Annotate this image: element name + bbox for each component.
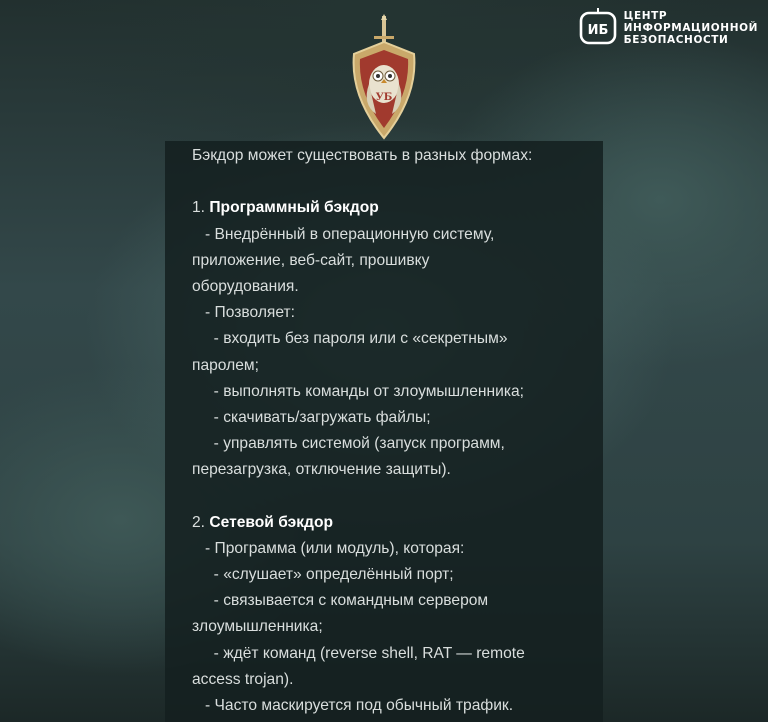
section-1-line: - Позволяет: — [192, 304, 295, 322]
section-2-title: Сетевой бэкдор — [209, 513, 333, 531]
content-panel — [165, 141, 603, 722]
section-1-line: - управлять системой (запуск программ, — [192, 435, 505, 453]
emblem-letters-bottom: К — [379, 104, 389, 114]
logo-mark-text: ИБ — [587, 23, 609, 38]
section-2-heading — [192, 510, 603, 536]
logo-text — [624, 10, 758, 46]
section-2-line: - связывается с командным сервером — [192, 592, 489, 610]
section-1-line: - входить без пароля или с «секретным» — [192, 330, 508, 348]
logo-line-2: ИНФОРМАЦИОННОЙ — [623, 22, 758, 34]
spacer — [192, 483, 603, 509]
section-2-line: - Часто маскируется под обычный трафик. — [192, 696, 514, 714]
section-1-line: - Внедрённый в операционную систему, — [192, 225, 495, 243]
shield-emblem-icon — [344, 14, 424, 144]
section-2-line: - «слушает» определённый порт; — [192, 566, 454, 583]
spacer — [192, 169, 603, 195]
section-2-number: 2. — [192, 513, 210, 531]
logo-line-1: ЦЕНТР — [623, 10, 668, 22]
section-2-line: access trojan). — [192, 670, 294, 688]
section-1-line: оборудования. — [192, 277, 299, 295]
section-1-heading — [192, 195, 603, 221]
section-2-line: злоумышленника; — [192, 618, 323, 636]
section-2-line: - Программа (или модуль), которая: — [192, 539, 465, 557]
section-2-line: - ждёт команд (reverse shell, RAT — remote — [192, 644, 525, 662]
section-1-line: - скачивать/загружать файлы; — [192, 408, 431, 426]
section-1-line: паролем; — [192, 356, 259, 374]
section-1-line: приложение, веб-сайт, прошивку — [192, 251, 430, 269]
logo-line-3: БЕЗОПАСНОСТИ — [623, 34, 729, 46]
section-1-number: 1. — [192, 199, 210, 217]
emblem-letters-top: УБ — [375, 92, 393, 103]
section-1-title: Программный бэкдор — [209, 199, 379, 217]
ib-logo-icon — [578, 8, 618, 48]
section-1-line: перезагрузка, отключение защиты). — [192, 461, 451, 479]
brand-logo — [578, 8, 758, 48]
intro-text: Бэкдор может существовать в разных формах: — [192, 147, 533, 164]
section-1-line: - выполнять команды от злоумышленника; — [192, 382, 525, 400]
